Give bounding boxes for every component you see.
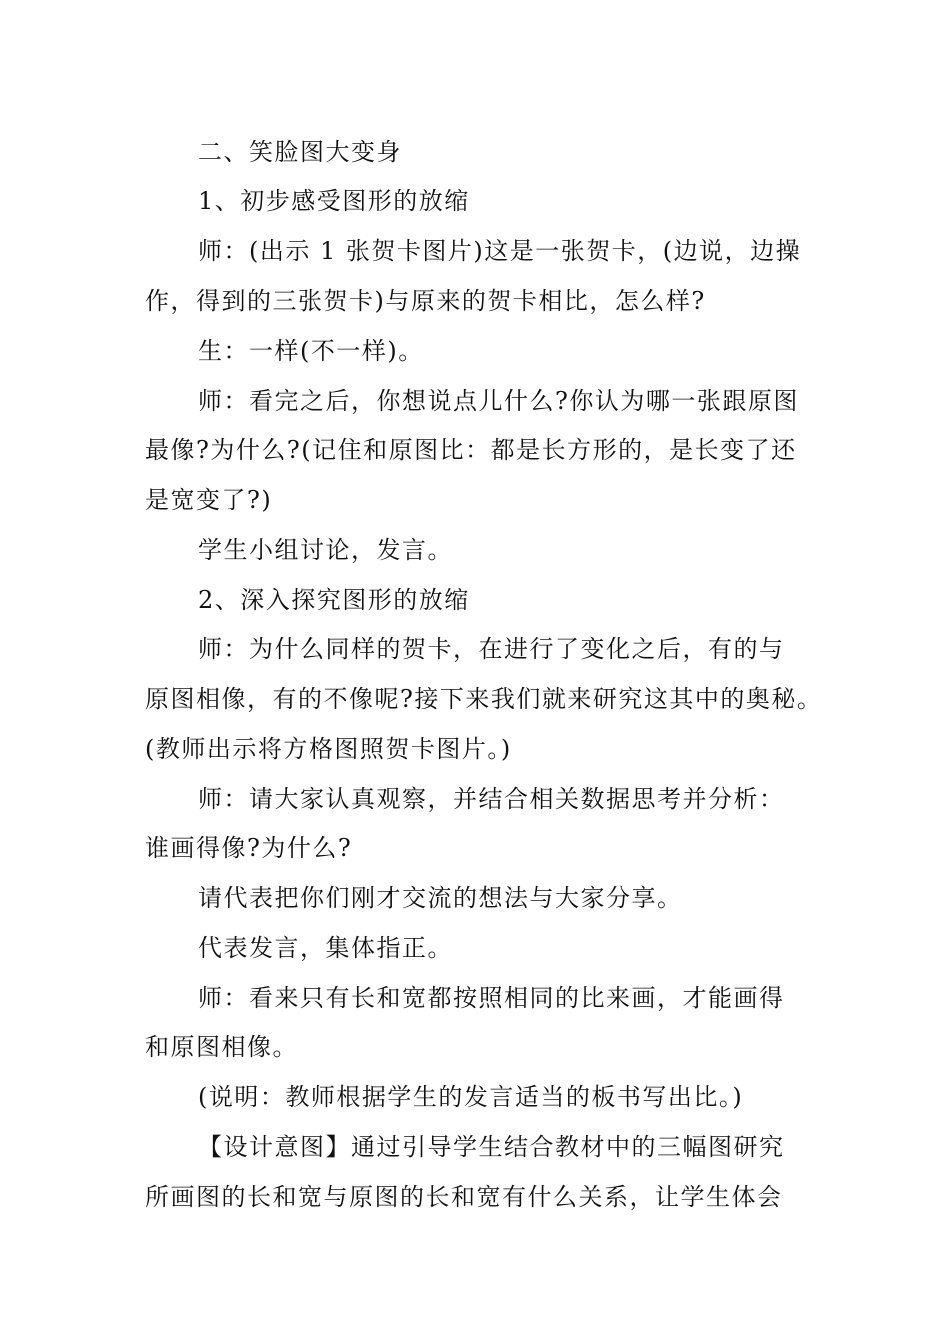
paragraph-line: 学生小组讨论，发言。 [198,536,453,564]
paragraph-line: 师：请大家认真观察，并结合相关数据思考并分析： [198,785,785,813]
subsection-heading: 2、深入探究图形的放缩 [198,586,470,614]
paragraph-line: 最像?为什么?(记住和原图比：都是长方形的，是长变了还 [145,436,797,464]
paragraph-line: 【设计意图】通过引导学生结合教材中的三幅图研究 [198,1133,785,1161]
paragraph-line: 和原图相像。 [145,1033,298,1061]
paragraph-line: 请代表把你们刚才交流的想法与大家分享。 [198,884,683,912]
paragraph-line: 师：(出示 1 张贺卡图片)这是一张贺卡，(边说，边操 [198,237,802,265]
paragraph-line: 师：为什么同样的贺卡，在进行了变化之后，有的与 [198,635,785,663]
paragraph-line: 谁画得像?为什么? [145,834,353,862]
paragraph-line: 是宽变了?) [145,486,273,514]
paragraph-line: 生：一样(不一样)。 [198,337,424,365]
subsection-heading: 1、初步感受图形的放缩 [198,187,470,215]
paragraph-line: (说明：教师根据学生的发言适当的板书写出比。) [198,1083,744,1111]
paragraph-line: 师：看来只有长和宽都按照相同的比来画，才能画得 [198,984,785,1012]
paragraph-line: 师：看完之后，你想说点儿什么?你认为哪一张跟原图 [198,387,799,415]
paragraph-line: 代表发言，集体指正。 [198,934,453,962]
paragraph-line: 作，得到的三张贺卡)与原来的贺卡相比，怎么样? [145,287,706,315]
paragraph-line: 所画图的长和宽与原图的长和宽有什么关系，让学生体会 [145,1183,783,1211]
section-heading: 二、笑脸图大变身 [198,138,402,166]
paragraph-line: 原图相像，有的不像呢?接下来我们就来研究这其中的奥秘。 [145,685,823,713]
paragraph-line: (教师出示将方格图照贺卡图片。) [145,735,512,763]
